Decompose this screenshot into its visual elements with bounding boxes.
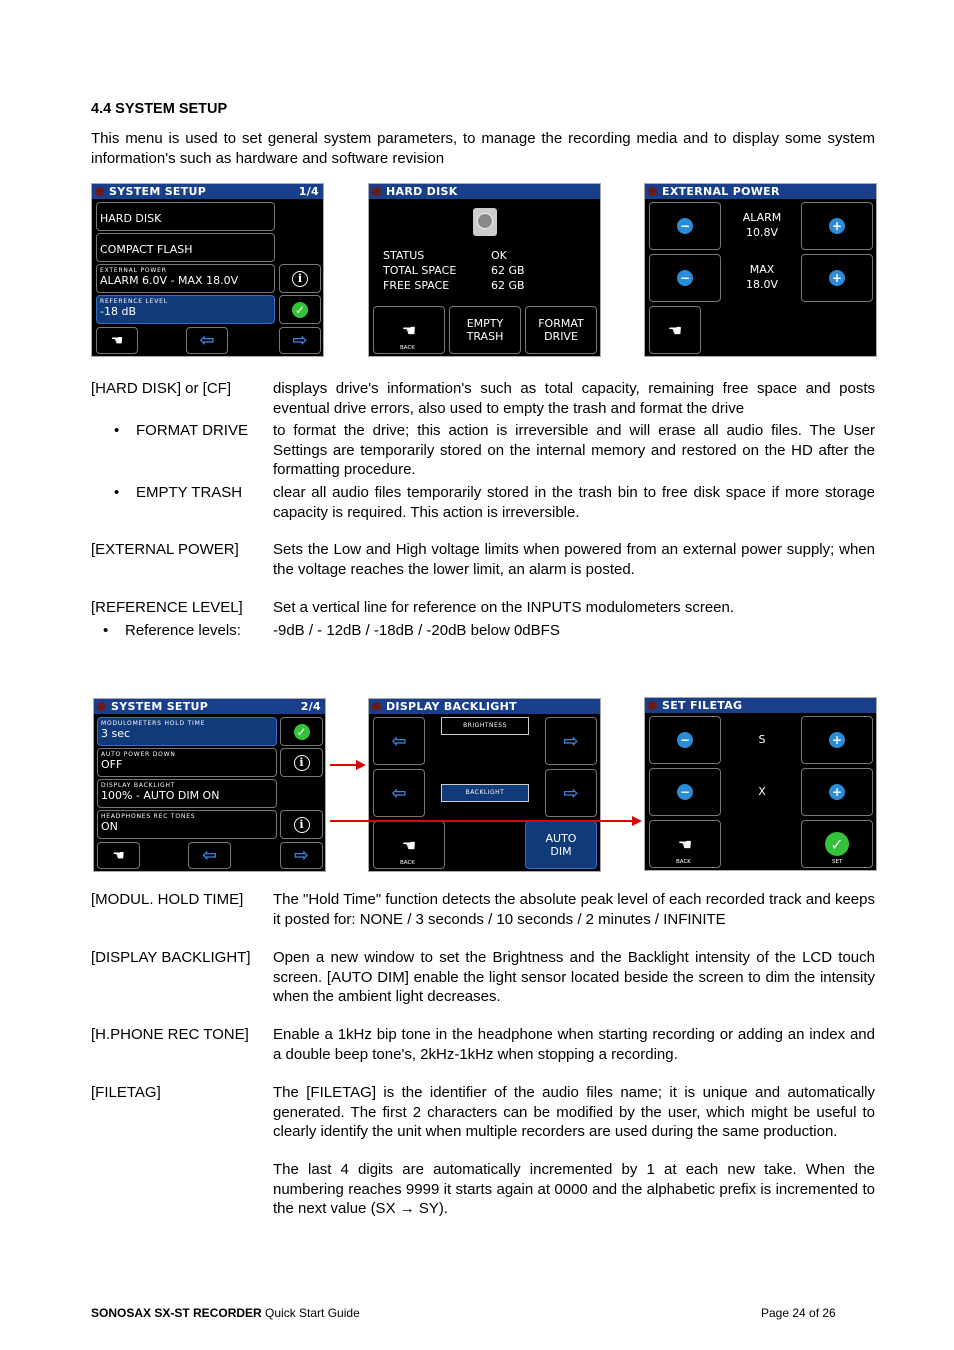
screen-system-setup-1 [91,183,324,357]
external-power-button[interactable]: EXTERNAL POWER ALARM 6.0V - MAX 18.0V [96,264,275,293]
max-minus-button[interactable] [649,254,721,302]
screen-external-power [644,183,877,357]
footer-brand: SONOSAX SX-ST RECORDER [91,1306,262,1320]
title-bar: SET FILETAG [645,698,876,713]
desc-display-backlight: Open a new window to set the Brightness and the Backlight intensity of the LCD touch screen. [AUTO DIM] enable the light sensor located beside the screen to dim the intensity when the ambient light decreases. [273,949,875,1005]
minus-icon: − [677,784,693,800]
arrow-right-icon: ⇨ [563,782,579,804]
back-hand-icon: ☚ [667,320,683,340]
screen-set-filetag [644,697,877,871]
auto-dim-button[interactable]: AUTO DIM [525,821,597,869]
info-button[interactable] [280,810,323,839]
desc-hard-disk: displays drive's information's such as total capacity, remaining free space and posts eventual drive errors, also used to empty the trash and format the drive [273,380,875,417]
prev-page-button[interactable] [186,327,228,354]
term-reference-level: [REFERENCE LEVEL] [91,599,243,616]
brightness-bar[interactable]: BRIGHTNESS [441,717,529,735]
title-bar: HARD DISK [369,184,600,199]
disk-info: STATUS OK TOTAL SPACE 62 GB FREE SPACE 62 GB [383,249,525,292]
info-button[interactable] [279,264,321,293]
arrow-left-icon: ⇦ [391,782,407,804]
auto-power-down-button[interactable]: AUTO POWER DOWN OFF [97,748,277,777]
term-format-drive: • FORMAT DRIVE [136,421,248,441]
desc-filetag-2: The last 4 digits are automatically incremented by 1 at each new take. When the numbering reaches 9999 it starts again at 0000 and the alphabetic prefix is incremented to the next value (SX → SY). [273,1161,875,1217]
plus-icon: + [829,732,845,748]
max-readout: MAX 18.0V [745,263,779,291]
checkmark-icon: ✓ [292,302,308,318]
reference-level-button[interactable]: REFERENCE LEVEL -18 dB [96,295,275,324]
minus-icon: − [677,270,693,286]
term-hard-disk: [HARD DISK] or [CF] [91,380,232,397]
hold-time-button[interactable]: MODULOMETERS HOLD TIME 3 sec [97,717,277,746]
arrow-right-icon: ⇨ [292,330,308,351]
char2-plus-button[interactable] [801,768,873,816]
minus-icon: − [677,218,693,234]
title-bar: SYSTEM SETUP 2/4 [94,699,325,714]
footer-page: Page 24 of 26 [761,1306,836,1320]
desc-external-power: Sets the Low and High voltage limits when powered from an external power supply; when the voltage reaches the lower limit, an alarm is posted. [273,541,875,578]
desc-hold-time: The "Hold Time" function detects the absolute peak level of each recorded track and keeps it posted for: NONE / 3 seconds / 10 seconds / 2 minutes / INFINITE [273,891,875,928]
back-hand-icon: ☚ [401,835,417,855]
checkmark-icon: ✓ [294,724,310,740]
char2-minus-button[interactable] [649,768,721,816]
set-button[interactable]: ✓ SET [801,820,873,868]
arrow-left-icon: ⇦ [201,845,218,866]
back-hand-icon: ☚ [401,320,417,340]
char1-plus-button[interactable] [801,716,873,764]
arrow-right-icon: ⇨ [563,730,579,752]
alarm-plus-button[interactable] [801,202,873,250]
screen-system-setup-2 [93,698,326,872]
arrow-left-icon: ⇦ [199,330,215,351]
info-button[interactable] [280,748,323,777]
term-filetag: [FILETAG] [91,1084,161,1101]
next-page-button[interactable] [280,842,323,869]
prev-page-button[interactable] [188,842,231,869]
minus-icon: − [677,732,693,748]
hard-disk-icon [473,208,497,236]
desc-empty-trash: clear all audio files temporarily stored in the trash bin to free disk space if more storage capacity is required. This action is irreversible. [273,484,875,521]
desc-reference-levels: -9dB / - 12dB / -18dB / -20dB below 0dBFS [273,622,560,639]
filetag-char-1: S [758,733,766,746]
arrow-right-icon: ⇨ [293,845,310,866]
back-button[interactable] [97,842,140,869]
desc-format-drive: to format the drive; this action is irreversible and will erase all audio files. The User Settings are temporarily stored on the internal memory and restored on the HD after the formatting procedure. [273,422,875,478]
info-icon: i [292,271,308,287]
term-external-power: [EXTERNAL POWER] [91,541,239,558]
title-bar: SYSTEM SETUP 1/4 [92,184,323,199]
screen-hard-disk [368,183,601,357]
back-button[interactable]: ☚ BACK [373,821,445,869]
back-button[interactable] [96,327,138,354]
alarm-readout: ALARM 10.8V [742,211,782,239]
term-hold-time: [MODUL. HOLD TIME] [91,891,244,908]
next-page-button[interactable] [279,327,321,354]
plus-icon: + [829,270,845,286]
char1-minus-button[interactable] [649,716,721,764]
footer-guide: Quick Start Guide [261,1306,360,1320]
display-backlight-button[interactable]: DISPLAY BACKLIGHT 100% - AUTO DIM ON [97,779,277,808]
back-hand-icon: ☚ [110,332,124,349]
term-reference-levels: • Reference levels: [125,621,241,641]
confirm-button[interactable] [279,295,321,324]
term-display-backlight: [DISPLAY BACKLIGHT] [91,949,251,966]
desc-reference-level: Set a vertical line for reference on the INPUTS modulometers screen. [273,599,735,616]
back-hand-icon: ☚ [677,834,693,854]
back-button[interactable]: ☚ BACK [649,820,721,868]
hard-disk-button[interactable]: HARD DISK [96,202,275,231]
red-arrows [326,755,646,830]
plus-icon: + [829,784,845,800]
checkmark-icon: ✓ [825,832,849,856]
title-bar: DISPLAY BACKLIGHT [369,699,600,714]
term-empty-trash: • EMPTY TRASH [136,483,242,503]
intro-paragraph: This menu is used to set general system parameters, to manage the recording media and to display some system information's such as hardware and software revision [91,130,875,167]
confirm-button[interactable] [280,717,323,746]
headphone-tones-button[interactable]: HEADPHONES REC TONES ON [97,810,277,839]
backlight-bar[interactable]: BACKLIGHT [441,784,529,802]
section-heading: 4.4 SYSTEM SETUP [91,101,228,117]
max-plus-button[interactable] [801,254,873,302]
empty-trash-button[interactable]: EMPTY TRASH [449,306,521,354]
term-hphone-tone: [H.PHONE REC TONE] [91,1026,249,1043]
title-bar: EXTERNAL POWER [645,184,876,199]
back-hand-icon: ☚ [112,847,125,864]
back-button[interactable] [649,306,701,354]
desc-filetag: The [FILETAG] is the identifier of the audio files name; it is unique and automatically generated. The first 2 characters can be modified by the user, which might be useful to clearly identify the unit when multiple recorders are used during the same production. [273,1084,875,1140]
back-button[interactable]: ☚ BACK [373,306,445,354]
desc-hphone-tone: Enable a 1kHz bip tone in the headphone when starting recording or adding an index and a double beep tone's, 2kHz-1kHz when stopping a recording. [273,1026,875,1063]
plus-icon: + [829,218,845,234]
format-drive-button[interactable]: FORMAT DRIVE [525,306,597,354]
arrow-left-icon: ⇦ [391,730,407,752]
info-icon: i [294,755,310,771]
compact-flash-button[interactable]: COMPACT FLASH [96,233,275,262]
footer-left [91,1306,360,1320]
alarm-minus-button[interactable] [649,202,721,250]
info-icon: i [294,817,310,833]
filetag-char-2: X [758,785,766,798]
